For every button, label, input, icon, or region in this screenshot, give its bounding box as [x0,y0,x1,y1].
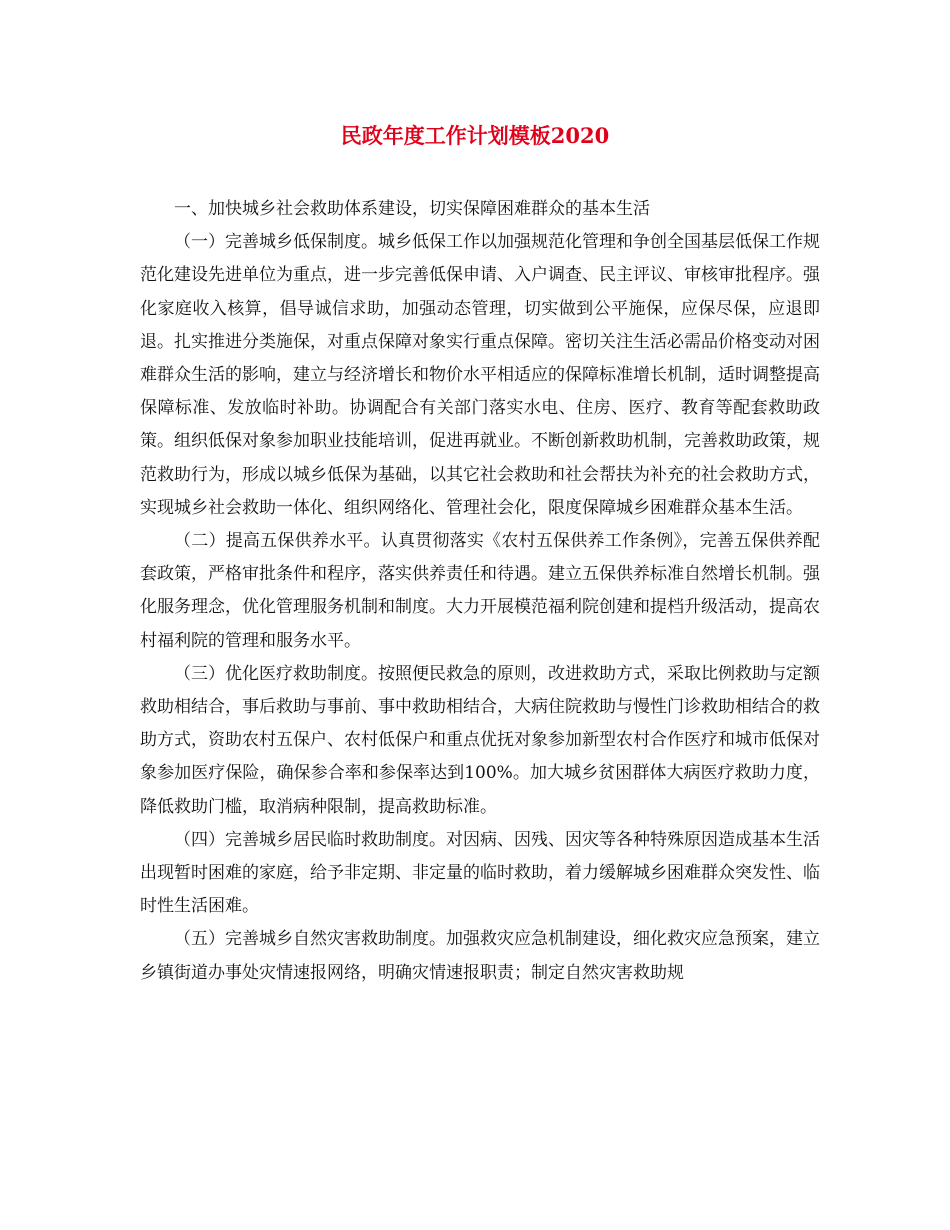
paragraph-1: （一）完善城乡低保制度。城乡低保工作以加强规范化管理和争创全国基层低保工作规范化建设先进单位为重点，进一步完善低保申请、入户调查、民主评议、审核审批程序。强化家庭收入核算，倡导诚信求助，加强动态管理，切实做到公平施保，应保尽保，应退即退。扎实推进分类施保，对重点保障对象实行重点保障。密切关注生活必需品价格变动对困难群众生活的影响，建立与经济增长和物价水平相适应的保障标准增长机制，适时调整提高保障标准、发放临时补助。协调配合有关部门落实水电、住房、医疗、教育等配套救助政策。组织低保对象参加职业技能培训，促进再就业。不断创新救助机制，完善救助政策，规范救助行为，形成以城乡低保为基础，以其它社会救助和社会帮扶为补充的社会救助方式，实现城乡社会救助一体化、组织网络化、管理社会化，限度保障城乡困难群众基本生活。 [140,232,820,518]
document-title: 民政年度工作计划模板2020 [340,123,610,148]
paragraph-4: （四）完善城乡居民临时救助制度。对因病、因残、因灾等各种特殊原因造成基本生活出现暂时困难的家庭，给予非定期、非定量的临时救助，着力缓解城乡困难群众突发性、临时性生活困难。 [140,829,820,917]
paragraph-3: （三）优化医疗救助制度。按照便民救急的原则，改进救助方式，采取比例救助与定额救助相结合，事后救助与事前、事中救助相结合，大病住院救助与慢性门诊救助相结合的救助方式，资助农村五保户、农村低保户和重点优抚对象参加新型农村合作医疗和城市低保对象参加医疗保险，确保参合率和参保率达到100%。加大城乡贫困群体大病医疗救助力度，降低救助门槛，取消病种限制，提高救助标准。 [140,663,820,817]
section-heading: 一、加快城乡社会救助体系建设，切实保障困难群众的基本生活 [174,199,650,219]
paragraph-2: （二）提高五保供养水平。认真贯彻落实《农村五保供养工作条例》，完善五保供养配套政策，严格审批条件和程序，落实供养责任和待遇。建立五保供养标准自然增长机制。强化服务理念，优化管理服务机制和制度。大力开展模范福利院创建和提档升级活动，提高农村福利院的管理和服务水平。 [140,531,820,651]
paragraph-5: （五）完善城乡自然灾害救助制度。加强救灾应急机制建设，细化救灾应急预案，建立乡镇街道办事处灾情速报网络，明确灾情速报职责；制定自然灾害救助规 [140,929,820,983]
document-body [140,193,820,990]
